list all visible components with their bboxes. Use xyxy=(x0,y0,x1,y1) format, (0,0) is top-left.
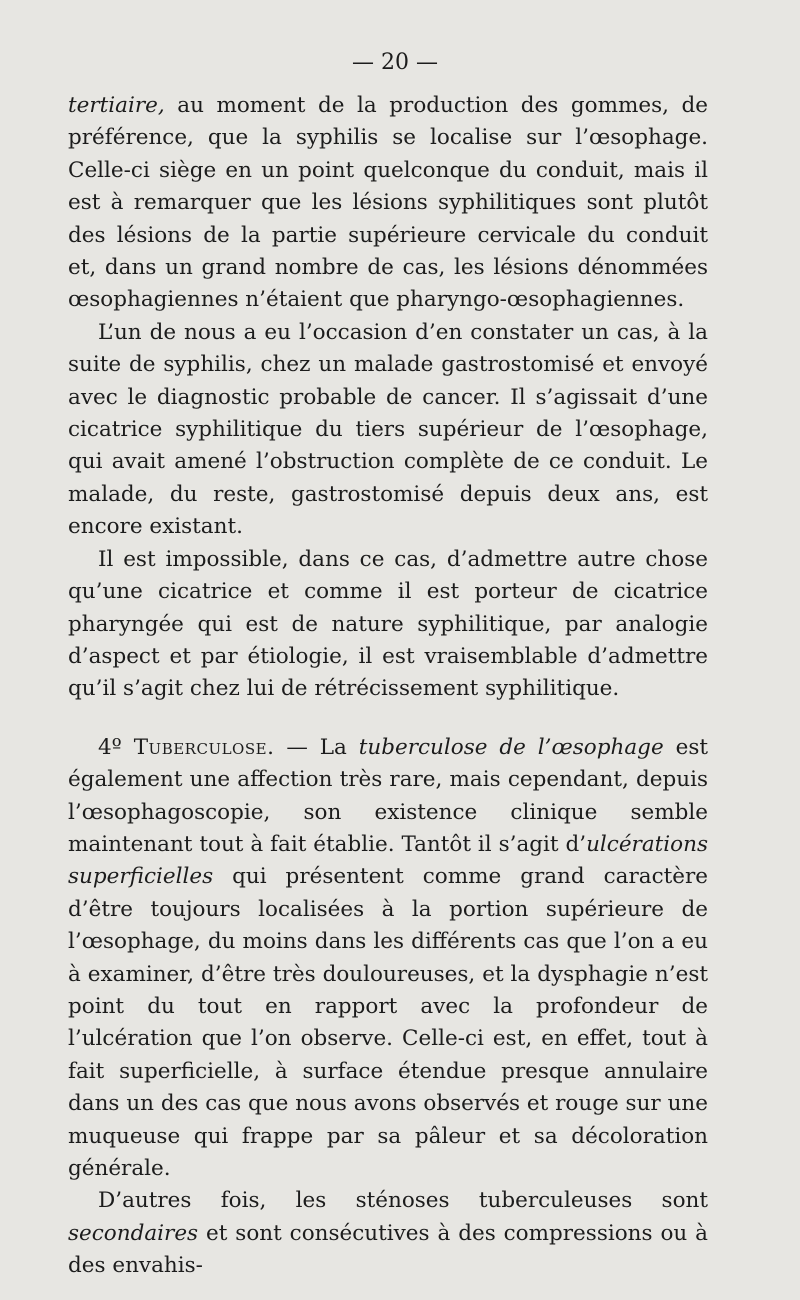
italic-term: secondaires xyxy=(68,1220,199,1246)
section-heading: Tuberculose. xyxy=(133,734,275,760)
paragraph-conclusion xyxy=(68,544,708,706)
paragraph-stenoses xyxy=(68,1185,708,1282)
page-number: — 20 — xyxy=(352,50,438,75)
paragraph-text: L’un de nous a eu l’occasion d’en constater un cas, à la suite de syphilis, chez un malade gastrostomisé et envoyé avec le diagnostic probable de cancer. Il s’agissait d’une cicatrice syphilitique du tiers supérieur de l’œsophage, qui avait amené l’obstruction complète de ce conduit. Le malade, du reste, gastrostomisé depuis deux ans, est encore existant. xyxy=(68,319,708,540)
paragraph-text: est également une affection très rare, mais cependant, depuis l’œsophagoscopie, son existence clinique semble maintenant tout à fait établie. Tantôt il s’agit d’ xyxy=(68,734,708,857)
heading-dash: — xyxy=(274,734,320,760)
italic-term: tertiaire, xyxy=(68,93,165,118)
italic-term: tuberculose de l’œsophage xyxy=(358,734,664,760)
paragraph-text: au moment de la production des gommes, de préférence, que la syphilis se localise sur l’œsophage. Celle-ci siège en un point quelconque du conduit, mais il est à remarquer que les lésions syphilitiques sont plutôt des lésions de la partie supérieure cervicale du conduit et, dans un grand nombre de cas, les lésions dénommées œsophagiennes n’étaient que pharyngo-œsophagiennes. xyxy=(68,93,708,313)
section-tuberculose xyxy=(68,732,708,1186)
paragraph-text: D’autres fois, les sténoses tuberculeuses sont xyxy=(98,1188,708,1214)
paragraph-syphilis-localisation xyxy=(68,90,708,317)
paragraph-text: et sont consécutives à des compressions ou à des envahis- xyxy=(68,1220,708,1279)
paragraph-text: La xyxy=(319,734,359,760)
paragraph-text: Il est impossible, dans ce cas, d’admettre autre chose qu’une cicatrice et comme il est porteur de cicatrice pharyngée qui est de nature syphilitique, par analogie d’aspect et par étiologie, il est vraisemblable d’admettre qu’il s’agit chez lui de rétrécissement syphilitique. xyxy=(68,546,708,702)
italic-term: ulcérations superficielles xyxy=(68,831,708,890)
paragraph-case-report xyxy=(68,317,708,544)
paragraph-text: qui présentent comme grand caractère d’être toujours localisées à la portion supérieure de l’œsophage, du moins dans les différents cas que l’on a eu à examiner, d’être très douloureuses, et la dysphagie n’est point du tout en rapport avec la profondeur de l’ulcération que l’on observe. Celle-ci est, en effet, tout à fait superficielle, à surface étendue presque annulaire dans un des cas que nous avons observés et rouge sur une muqueuse qui frappe par sa pâleur et sa décoloration générale. xyxy=(68,864,708,1181)
section-number: 4º xyxy=(98,734,122,760)
